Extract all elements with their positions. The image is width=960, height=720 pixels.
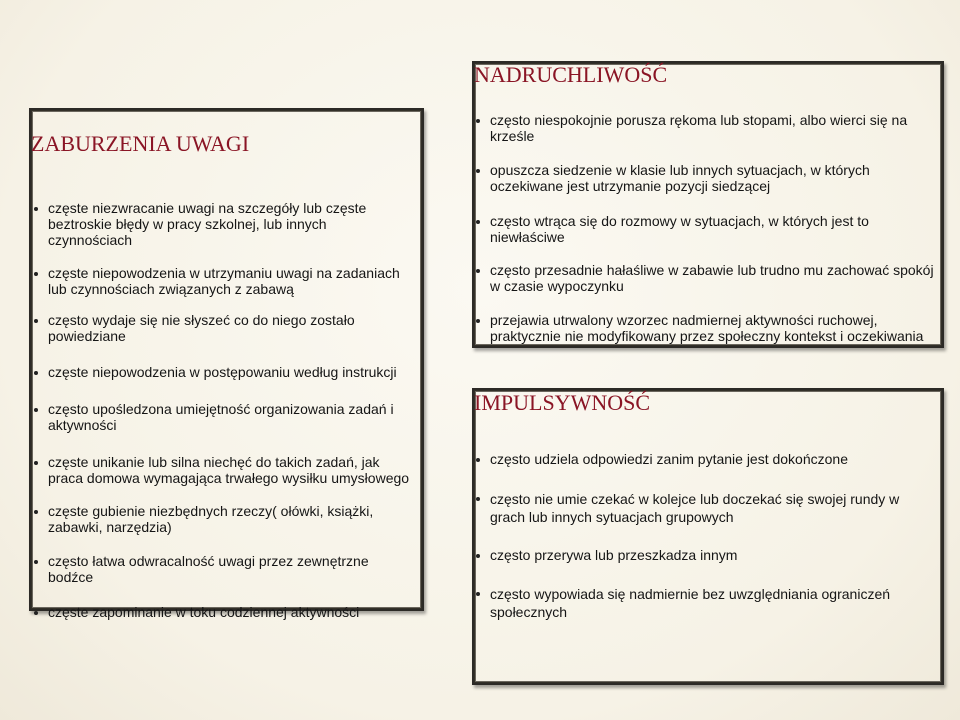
list-item bbox=[474, 262, 934, 294]
list-item-text: często niespokojnie porusza rękoma lub stopami, albo wierci się na krześle bbox=[490, 112, 908, 144]
list-item-text: często upośledzona umiejętność organizowania zadań i aktywności bbox=[48, 401, 394, 433]
list-item-text: przejawia utrwalony wzorzec nadmiernej aktywności ruchowej, praktycznie nie modyfikowany przez społeczny kontekst i oczekiwania bbox=[490, 312, 924, 344]
list-item-text: częste unikanie lub silna niechęć do takich zadań, jak praca domowa wymagająca trwałego wysiłku umysłowego bbox=[48, 454, 410, 486]
impulsivity-panel-title: IMPULSYWNOŚĆ bbox=[474, 390, 651, 415]
list-item bbox=[474, 547, 914, 563]
list-item bbox=[474, 451, 914, 467]
list-item bbox=[32, 265, 412, 297]
list-item bbox=[32, 401, 412, 433]
list-item-text: często wydaje się nie słyszeć co do niego zostało powiedziane bbox=[48, 312, 355, 344]
list-item bbox=[474, 162, 934, 194]
list-item-text: często przesadnie hałaśliwe w zabawie lub trudno mu zachować spokój w czasie wypoczynku bbox=[490, 262, 934, 294]
list-item-text: często wtrąca się do rozmowy w sytuacjach, w których jest to niewłaściwe bbox=[490, 213, 869, 245]
list-item-text: często łatwa odwracalność uwagi przez zewnętrzne bodźce bbox=[48, 553, 369, 585]
list-item-text: częste niezwracanie uwagi na szczegóły lub częste beztroskie błędy w pracy szkolnej, lub innych czynnościach bbox=[48, 200, 367, 248]
list-item bbox=[32, 364, 412, 380]
list-item bbox=[474, 312, 934, 344]
list-item bbox=[474, 112, 934, 144]
list-item bbox=[474, 213, 934, 245]
list-item-text: opuszcza siedzenie w klasie lub innych sytuacjach, w których oczekiwane jest utrzymanie pozycji siedzącej bbox=[490, 162, 870, 194]
list-item bbox=[32, 553, 412, 585]
hyperactivity-panel-title: NADRUCHLIWOŚĆ bbox=[474, 62, 668, 87]
list-item-text: często udziela odpowiedzi zanim pytanie jest dokończone bbox=[490, 451, 848, 467]
list-item-text: częste niepowodzenia w utrzymaniu uwagi na zadaniach lub czynnościach związanych z zabawą bbox=[48, 265, 400, 297]
attention-symptom-list bbox=[32, 200, 412, 620]
list-item bbox=[32, 503, 412, 535]
list-item-text: częste zapominanie w toku codziennej aktywności bbox=[48, 604, 360, 620]
list-item bbox=[32, 312, 412, 344]
list-item bbox=[32, 604, 412, 620]
list-item bbox=[474, 490, 914, 526]
impulsivity-symptom-list bbox=[474, 451, 914, 621]
attention-panel-title: ZABURZENIA UWAGI bbox=[31, 131, 250, 156]
list-item bbox=[474, 585, 914, 621]
list-item-text: częste niepowodzenia w postępowaniu według instrukcji bbox=[48, 364, 397, 380]
list-item bbox=[32, 200, 412, 248]
list-item-text: często przerywa lub przeszkadza innym bbox=[490, 547, 738, 563]
list-item bbox=[32, 454, 412, 486]
list-item-text: częste gubienie niezbędnych rzeczy( ołówki, książki, zabawki, narzędzia) bbox=[48, 503, 374, 535]
list-item-text: często wypowiada się nadmiernie bez uwzględniania ograniczeń społecznych bbox=[490, 586, 891, 620]
list-item-text: często nie umie czekać w kolejce lub doczekać się swojej rundy w grach lub innych sytuacjach grupowych bbox=[490, 491, 900, 525]
hyperactivity-symptom-list bbox=[474, 112, 934, 344]
